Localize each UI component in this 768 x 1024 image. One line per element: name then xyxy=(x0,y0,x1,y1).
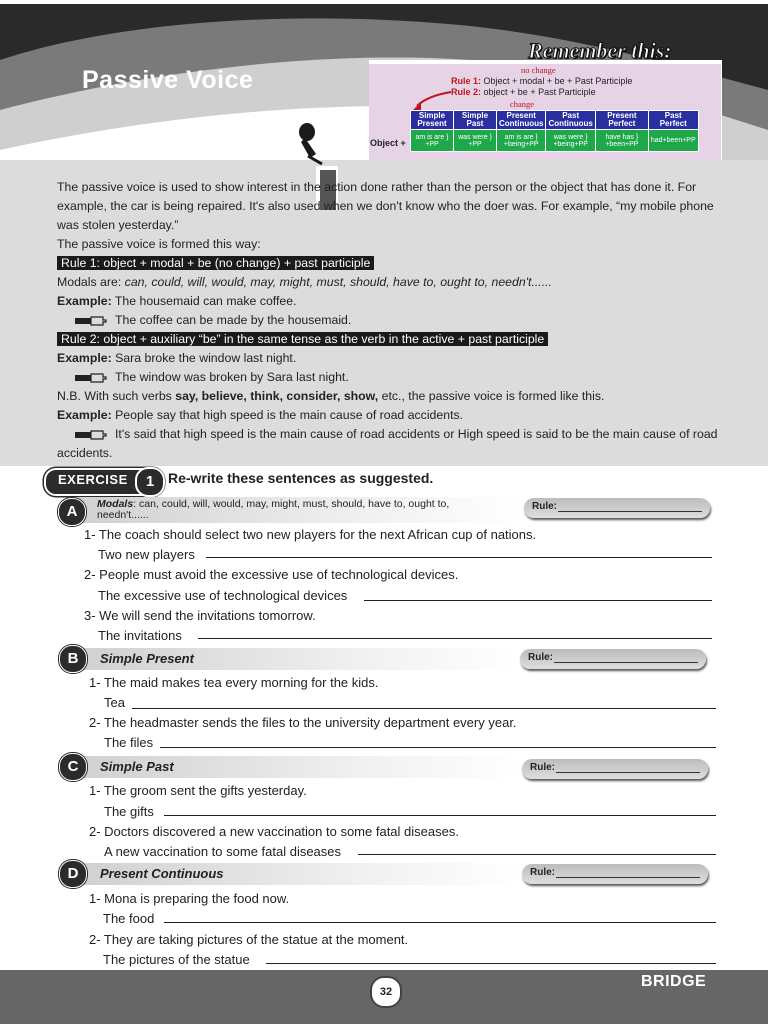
nb-verbs: say, believe, think, consider, show, xyxy=(175,389,379,403)
answer-line-c1[interactable] xyxy=(164,815,716,816)
rule1-summary xyxy=(451,76,632,86)
rule-line xyxy=(556,772,700,773)
answer-line-a1[interactable] xyxy=(206,557,712,558)
section-b-title: Simple Present xyxy=(100,651,194,666)
example2-text: Sara broke the window last night. xyxy=(115,351,297,365)
rule-label: Rule: xyxy=(532,501,557,512)
td-present-continuous: am is are } +being+PP xyxy=(497,130,546,152)
section-d-rule-field[interactable] xyxy=(522,864,708,884)
modals-line xyxy=(57,273,722,292)
question-a1: 1- The coach should select two new players for the next African cup of nations. xyxy=(84,527,537,542)
example1-text: The housemaid can make coffee. xyxy=(114,294,297,308)
example3-answer-text: It's said that high speed is the main cause of road accidents or High speed is said to be the main cause of road accidents. xyxy=(57,427,718,460)
rule-line xyxy=(556,877,700,878)
modals-note: : can, could, will, would, may, might, must, should, have to, ought to, needn't...... xyxy=(97,498,450,521)
section-a-rule-field[interactable] xyxy=(524,498,710,518)
td-present-perfect: have has } +been+PP xyxy=(595,130,648,152)
example1 xyxy=(57,292,722,311)
td-simple-past: was were } +PP xyxy=(454,130,497,152)
example1-answer-text: The coffee can be made by the housemaid. xyxy=(115,313,352,327)
answer-line-a3[interactable] xyxy=(198,638,712,639)
exercise-number: 1 xyxy=(135,467,165,497)
td-past-continuous: was were } +being+PP xyxy=(546,130,595,152)
question-c2: 2- Doctors discovered a new vaccination to some fatal diseases. xyxy=(89,824,459,839)
rule2-label: Rule 2: xyxy=(451,87,482,97)
answer-line-a2[interactable] xyxy=(364,600,712,601)
answer-prompt-a2: The excessive use of technological devices xyxy=(98,588,348,603)
section-c-letter: C xyxy=(59,753,87,781)
question-d2: 2- They are taking pictures of the statue at the moment. xyxy=(89,932,409,947)
answer-line-b1[interactable] xyxy=(132,708,716,709)
question-a2: 2- People must avoid the excessive use of technological devices. xyxy=(84,567,459,582)
section-d-letter: D xyxy=(59,860,87,888)
section-a-letter: A xyxy=(58,498,86,526)
rule1-text: Object + modal + be + Past Participle xyxy=(483,76,633,86)
example2-answer xyxy=(57,368,722,387)
rule2-text: object + be + Past Participle xyxy=(483,87,596,97)
th-simple-past: Simple Past xyxy=(454,111,497,130)
question-d1: 1- Mona is preparing the food now. xyxy=(89,891,290,906)
question-c1: 1- The groom sent the gifts yesterday. xyxy=(89,783,307,798)
nb-line xyxy=(57,387,722,406)
modals-list: can, could, will, would, may, might, must, should, have to, ought to, needn't...... xyxy=(124,275,552,289)
example3-answer xyxy=(57,425,722,463)
th-simple-present: Simple Present xyxy=(411,111,454,130)
exercise-instruction: Re-write these sentences as suggested. xyxy=(168,470,434,486)
page-title: Passive Voice xyxy=(82,66,254,94)
question-b1: 1- The maid makes tea every morning for the kids. xyxy=(89,675,379,690)
th-past-continuous: Past Continuous xyxy=(546,111,595,130)
example-label: Example: xyxy=(57,294,112,308)
th-present-continuous: Present Continuous xyxy=(497,111,546,130)
example-label-2: Example: xyxy=(57,351,112,365)
change-note: change xyxy=(510,99,535,109)
page-number: 32 xyxy=(370,976,402,1008)
answer-prompt-c2: A new vaccination to some fatal diseases xyxy=(104,844,342,859)
no-change-note: no change xyxy=(521,65,556,75)
answer-prompt-b2: The files xyxy=(104,735,154,750)
object-label: Object + xyxy=(370,138,406,148)
section-c-rule-field[interactable] xyxy=(522,759,708,779)
example2-answer-text: The window was broken by Sara last night. xyxy=(115,370,349,384)
section-a-title xyxy=(97,499,497,521)
rule-label: Rule: xyxy=(528,652,553,663)
remember-this-heading: Remember this: xyxy=(528,38,672,63)
example2 xyxy=(57,349,722,368)
intro-text xyxy=(57,178,722,463)
nb-end: etc., the passive voice is formed like this. xyxy=(381,389,605,403)
pointing-hand-icon xyxy=(75,430,107,440)
rules-summary-box xyxy=(369,64,721,160)
rule2-summary xyxy=(451,87,596,97)
td-simple-present: am is are } +PP xyxy=(411,130,454,152)
brand-name: BRIDGE xyxy=(641,973,707,990)
question-b2: 2- The headmaster sends the files to the university department every year. xyxy=(89,715,517,730)
section-b-rule-field[interactable] xyxy=(520,649,706,669)
answer-prompt-b1: Tea xyxy=(104,695,125,710)
answer-line-b2[interactable] xyxy=(160,747,716,748)
section-d-title: Present Continuous xyxy=(100,866,224,881)
rule-label: Rule: xyxy=(530,867,555,878)
rule-line xyxy=(554,662,698,663)
exercise-label: EXERCISE xyxy=(58,472,128,487)
example1-answer xyxy=(57,311,722,330)
rule-line xyxy=(558,511,702,512)
rule-label: Rule: xyxy=(530,762,555,773)
red-arrow-icon xyxy=(409,90,454,112)
modals-title: Modals xyxy=(97,498,134,510)
rule2-highlight: Rule 2: object + auxiliary “be” in the same tense as the verb in the active + past participle xyxy=(57,332,548,346)
answer-line-d1[interactable] xyxy=(164,922,716,923)
modals-label: Modals are: xyxy=(57,275,122,289)
answer-prompt-d1: The food xyxy=(103,911,155,926)
rule1-highlight: Rule 1: object + modal + be (no change) + past participle xyxy=(57,256,374,270)
section-c-title: Simple Past xyxy=(100,759,174,774)
example-label-3: Example: xyxy=(57,408,112,422)
rule1-label: Rule 1: xyxy=(451,76,482,86)
example3-text: People say that high speed is the main cause of road accidents. xyxy=(115,408,464,422)
answer-prompt-c1: The gifts xyxy=(104,804,154,819)
tense-table xyxy=(410,110,699,152)
example3 xyxy=(57,406,722,425)
formation-intro: The passive voice is formed this way: xyxy=(57,237,261,251)
pointing-hand-icon xyxy=(75,316,107,326)
pointing-hand-icon xyxy=(75,373,107,383)
answer-line-d2[interactable] xyxy=(266,963,716,964)
answer-prompt-a1: Two new players xyxy=(98,547,195,562)
th-past-perfect: Past Perfect xyxy=(648,111,698,130)
nb-start: N.B. With such verbs xyxy=(57,389,172,403)
section-b-letter: B xyxy=(59,645,87,673)
intro-paragraph: The passive voice is used to show interest in the action done rather than the person or the object that has done it. For example, the car is being repaired. It's also used when we don't know who the doer was. For example, “my mobile phone was stolen yesterday.” xyxy=(57,180,714,232)
answer-prompt-a3: The invitations xyxy=(98,628,182,643)
td-past-perfect: had+been+PP xyxy=(648,130,698,152)
question-a3: 3- We will send the invitations tomorrow. xyxy=(84,608,316,623)
answer-line-c2[interactable] xyxy=(358,854,716,855)
th-present-perfect: Present Perfect xyxy=(595,111,648,130)
answer-prompt-d2: The pictures of the statue xyxy=(103,952,250,967)
